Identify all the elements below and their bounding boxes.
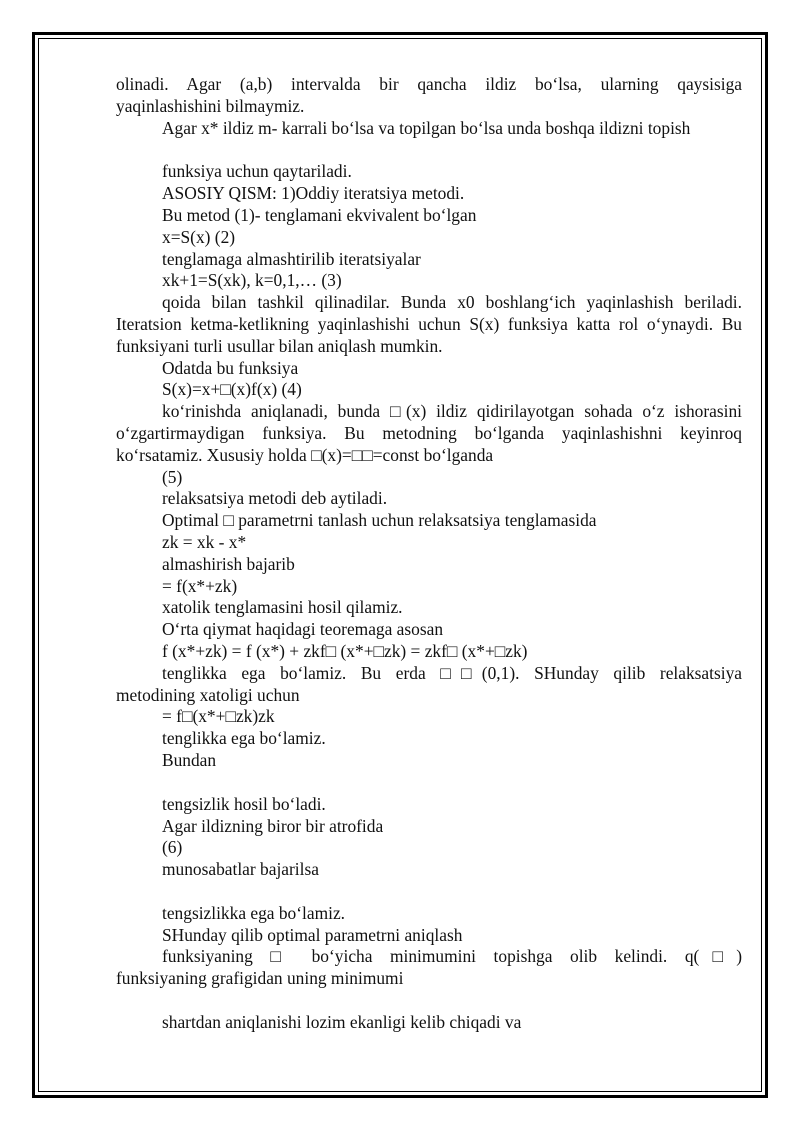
blank-line <box>116 139 742 161</box>
blank-line <box>116 990 742 1012</box>
text-line: shartdan aniqlanishi lozim ekanligi kelib chiqadi va <box>162 1012 522 1033</box>
text-line: x=S(x) (2) <box>162 226 236 247</box>
text-line: Optimal □ parametrni tanlash uchun relaksatsiya tenglamasida <box>162 510 597 531</box>
text-line: tenglikka ega bo‘lamiz. Bu erda □□(0,1). SHunday qilib relaksatsiya <box>162 662 742 683</box>
text-line: munosabatlar bajarilsa <box>162 859 319 880</box>
text-line: ko‘rsatamiz. Xususiy holda □(x)=□□=const bo‘lganda <box>116 444 494 465</box>
text-line: funksiyaning □ bo‘yicha minimumini topishga olib kelindi. q(□) <box>162 946 742 967</box>
text-line: relaksatsiya metodi deb aytiladi. <box>162 488 388 509</box>
text-line: f (x*+zk) = f (x*) + zkf□ (x*+□zk) = zkf□ (x*+□zk) <box>162 640 528 661</box>
text-line: qoida bilan tashkil qilinadilar. Bunda x0 boshlang‘ich yaqinlashish beriladi. <box>162 292 742 313</box>
text-line: ko‘rinishda aniqlanadi, bunda □(x) ildiz qidirilayotgan sohada o‘z ishorasini <box>162 401 742 422</box>
blank-line <box>116 772 742 794</box>
text-line: = f□(x*+□zk)zk <box>162 706 275 727</box>
text-line: metodining xatoligi uchun <box>116 684 300 705</box>
text-line: Odatda bu funksiya <box>162 357 299 378</box>
text-line: Iteratsion ketma-ketlikning yaqinlashishi uchun S(x) funksiya katta rol o‘ynaydi. Bu <box>116 313 742 334</box>
text-line: ASOSIY QISM: 1)Oddiy iteratsiya metodi. <box>162 183 465 204</box>
text-line: funksiyaning grafigidan uning minimumi <box>116 968 404 989</box>
text-line: Agar ildizning biror bir atrofida <box>162 815 384 836</box>
text-line: Bundan <box>162 749 217 770</box>
text-line: tenglikka ega bo‘lamiz. <box>162 728 326 749</box>
text-line: Bu metod (1)- tenglamani ekvivalent bo‘lgan <box>162 204 477 225</box>
text-line: tenglamaga almashtirilib iteratsiyalar <box>162 248 421 269</box>
text-line: = f(x*+zk) <box>162 575 238 596</box>
text-line: xk+1=S(xk), k=0,1,… (3) <box>162 270 342 291</box>
text-line: (6) <box>162 837 183 858</box>
text-line: tengsizlik hosil bo‘ladi. <box>162 793 326 814</box>
text-line: yaqinlashishini bilmaymiz. <box>116 95 305 116</box>
text-line: olinadi. Agar (a,b) intervalda bir qancha ildiz bo‘lsa, ularning qaysisiga <box>116 74 742 94</box>
text-line: funksiyani turli usullar bilan aniqlash mumkin. <box>116 335 443 356</box>
text-line: xatolik tenglamasini hosil qilamiz. <box>162 597 403 618</box>
text-line: S(x)=x+□(x)f(x) (4) <box>162 379 302 400</box>
text-line: O‘rta qiymat haqidagi teoremaga asosan <box>162 619 444 640</box>
text-line: funksiya uchun qaytariladi. <box>162 161 352 182</box>
text-line: SHunday qilib optimal parametrni aniqlash <box>162 924 463 945</box>
text-line: tengsizlikka ega bo‘lamiz. <box>162 902 346 923</box>
document-body <box>116 74 742 1034</box>
text-line: (5) <box>162 466 183 487</box>
blank-line <box>116 881 742 903</box>
text-line: o‘zgartirmaydigan funksiya. Bu metodning bo‘lganda yaqinlashishni keyinroq <box>116 422 742 443</box>
text-line: Agar x* ildiz m- karrali bo‘lsa va topilgan bo‘lsa unda boshqa ildizni topish <box>162 117 691 138</box>
text-line: zk = xk - x* <box>162 531 247 552</box>
text-line: almashirish bajarib <box>162 553 295 574</box>
